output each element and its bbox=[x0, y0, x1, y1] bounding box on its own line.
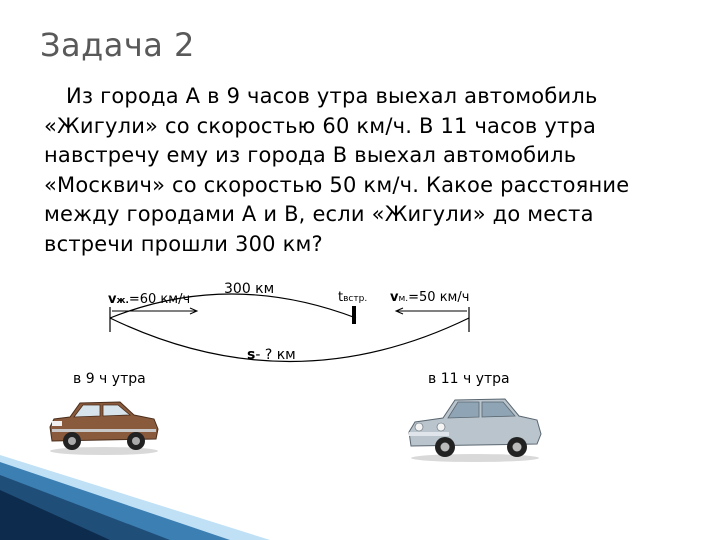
problem-line: Из города А в 9 часов утра выехал автомобиль bbox=[66, 84, 598, 108]
label-300km: 300 км bbox=[224, 281, 275, 297]
problem-line: «Москвич» со скоростью 50 км/ч. Какое расстояние bbox=[44, 172, 630, 197]
slide-title: Задача 2 bbox=[40, 26, 195, 64]
meeting-point-marker bbox=[352, 306, 356, 324]
problem-line: встречи прошли 300 км? bbox=[44, 231, 323, 256]
speed-zhiguli-label: vж.=60 км/ч bbox=[108, 292, 191, 307]
problem-line: «Жигули» со скоростью 60 км/ч. В 11 часов утра bbox=[44, 113, 597, 138]
problem-line: навстречу ему из города В выехал автомобиль bbox=[44, 143, 577, 167]
meeting-time-label: tвстр. bbox=[338, 290, 368, 305]
total-distance-label: s- ? км bbox=[247, 347, 296, 363]
caption-left-time: в 9 ч утра bbox=[73, 371, 146, 387]
car-zhiguli-icon bbox=[46, 393, 162, 457]
caption-right-time: в 11 ч утра bbox=[428, 371, 510, 387]
speed-moskvich-label: vм.=50 км/ч bbox=[390, 290, 470, 305]
problem-line: между городами А и В, если «Жигули» до места bbox=[44, 202, 594, 226]
car-moskvich-icon bbox=[405, 392, 545, 464]
